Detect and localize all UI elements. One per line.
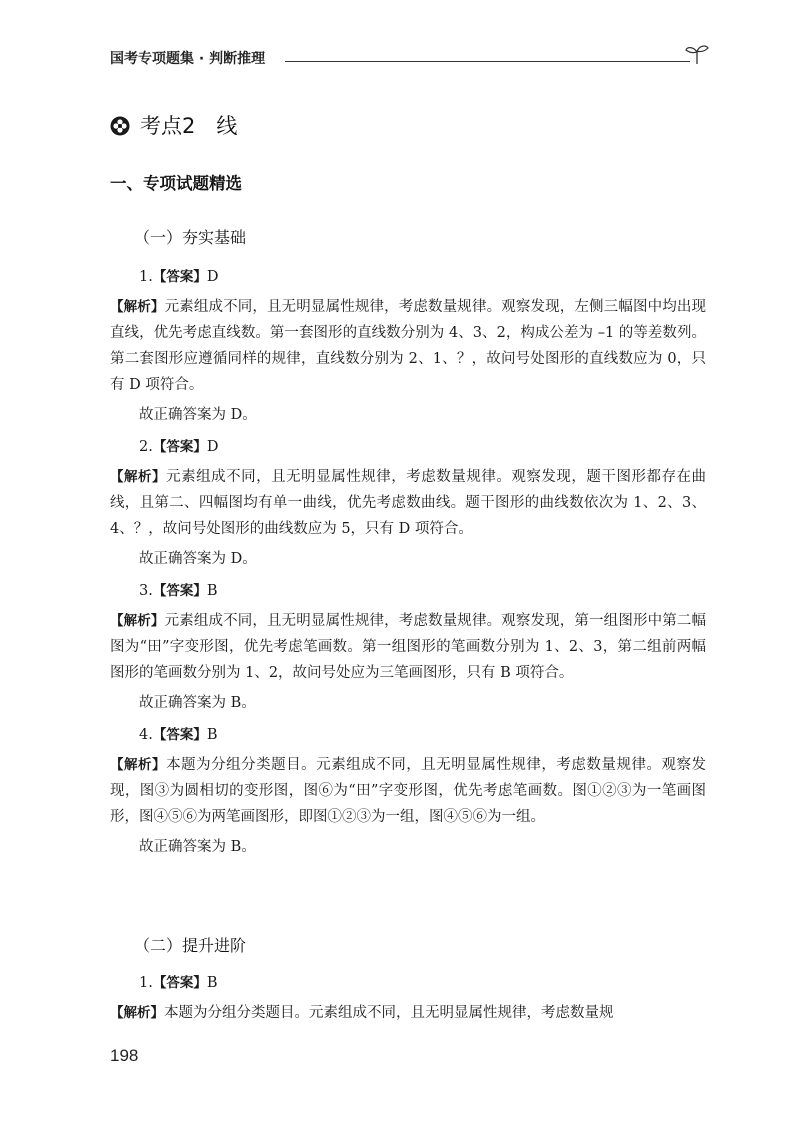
basic-questions [110, 260, 706, 866]
answer-line: 4.【答案】B [139, 727, 218, 743]
page-number: 198 [110, 1046, 139, 1065]
flower-bullet-icon [110, 116, 130, 136]
conclusion-line: 故正确答案为 D。 [139, 551, 257, 567]
header-title: 国考专项题集 · 判断推理 [110, 48, 271, 70]
conclusion-line: 故正确答案为 D。 [139, 407, 257, 423]
header-divider [285, 61, 690, 62]
running-header [110, 48, 710, 74]
answer-line: 1.【答案】D [139, 269, 219, 285]
section-title-text: 考点2 线 [140, 114, 238, 138]
analysis-paragraph: 【解析】元素组成不同，且无明显属性规律，考虑数量规律。观察发现，第一组图形中第二幅图为“田”字变形图，优先考虑笔画数。第一组图形的笔画数分别为 1、2、3，第二组前两幅图形的笔画数分别为 1、2，故问号处应为三笔画图形，只有 B 项符合。 [110, 613, 707, 681]
analysis-paragraph: 【解析】本题为分组分类题目。元素组成不同，且无明显属性规律，考虑数量规 [110, 1005, 614, 1021]
advanced-questions [110, 966, 706, 1026]
sprout-icon [684, 42, 710, 66]
conclusion-line: 故正确答案为 B。 [139, 839, 256, 855]
section-title [110, 112, 237, 140]
analysis-paragraph: 【解析】元素组成不同，且无明显属性规律，考虑数量规律。观察发现，左侧三幅图中均出现直线，优先考虑直线数。第一套图形的直线数分别为 4、3、2，构成公差为 –1 的等差数列。第二套图形应遵循同样的规律，直线数分别为 2、1、？，故问号处图形的直线数应为 0，只有 D 项符合。 [110, 299, 707, 393]
conclusion-line: 故正确答案为 B。 [139, 695, 256, 711]
subsection-title: 一、专项试题精选 [110, 174, 242, 193]
answer-line: 1.【答案】B [139, 975, 218, 991]
analysis-paragraph: 【解析】本题为分组分类题目。元素组成不同，且无明显属性规律，考虑数量规律。观察发现，图③为圆相切的变形图，图⑥为“田”字变形图，优先考虑笔画数。图①②③为一笔画图形，图④⑤⑥为两笔画图形，即图①②③为一组，图④⑤⑥为一组。 [110, 757, 707, 825]
answer-line: 3.【答案】B [139, 583, 218, 599]
analysis-paragraph: 【解析】元素组成不同，且无明显属性规律，考虑数量规律。观察发现，题干图形都存在曲线，且第二、四幅图均有单一曲线，优先考虑数曲线。题干图形的曲线数依次为 1、2、3、4、？，故问号处图形的曲线数应为 5，只有 D 项符合。 [110, 469, 707, 537]
part-title-advanced: （二）提升进阶 [134, 936, 247, 955]
part-title-basic: （一）夯实基础 [134, 228, 247, 247]
answer-line: 2.【答案】D [139, 439, 219, 455]
